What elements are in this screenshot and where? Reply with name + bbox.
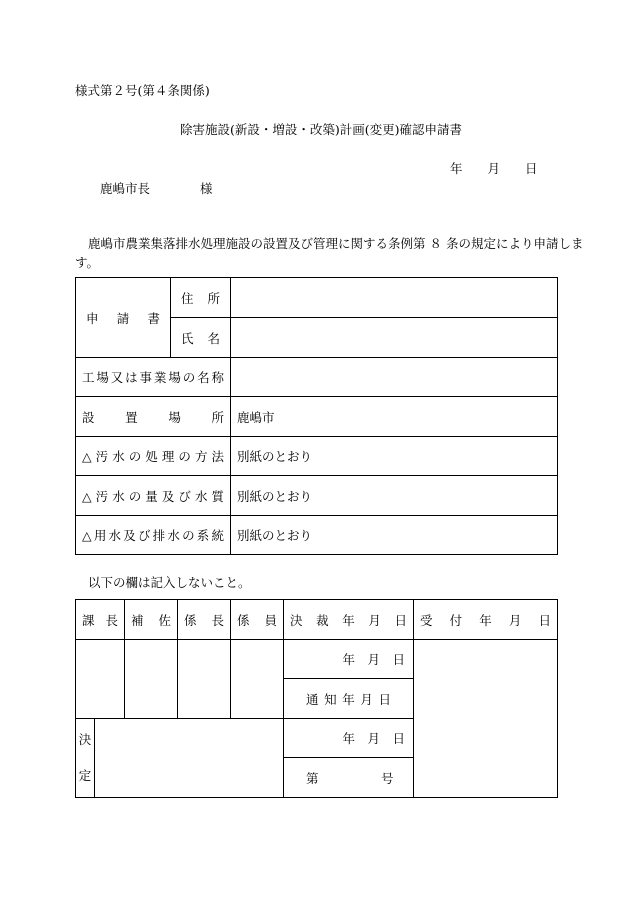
number-label[interactable]: 第 号 [284, 758, 414, 798]
treatment-method-label: △汚水の処理の方法 [76, 437, 231, 476]
decision-date-value[interactable]: 年 月 日 [284, 719, 414, 758]
header-assistant: 補佐 [125, 600, 178, 640]
body-text-line1: 鹿嶋市農業集落排水処理施設の設置及び管理に関する条例第 ８ 条の規定により申請しま [88, 236, 584, 251]
applicant-label: 申請書 [76, 278, 171, 358]
addressee: 鹿嶋市長 様 [100, 181, 213, 196]
receipt-stamp-area[interactable] [414, 640, 558, 798]
document-title: 除害施設(新設・増設・改築)計画(変更)確認申請書 [180, 122, 463, 137]
volume-quality-value[interactable]: 別紙のとおり [231, 476, 558, 516]
address-label: 住所 [171, 278, 231, 318]
note-text: 以下の欄は記入しないこと。 [88, 575, 251, 590]
location-label: 設置場所 [76, 397, 231, 437]
body-text-line2: す。 [75, 255, 100, 270]
facility-name-value[interactable] [231, 358, 558, 397]
address-value[interactable] [231, 278, 558, 318]
header-approval-date: 決裁年月日 [284, 600, 414, 640]
header-section-chief: 課長 [76, 600, 125, 640]
name-value[interactable] [231, 318, 558, 358]
water-system-label: △用水及び排水の系統 [76, 516, 231, 555]
decision-label [76, 719, 95, 798]
office-use-table [75, 599, 558, 798]
notice-date-label: 通知年月日 [284, 679, 414, 719]
header-subsection-chief: 係長 [178, 600, 231, 640]
approval-date-value[interactable]: 年 月 日 [284, 640, 414, 679]
stamp-section-chief[interactable] [76, 640, 125, 719]
application-table [75, 277, 558, 555]
treatment-method-value[interactable]: 別紙のとおり [231, 437, 558, 476]
decision-label-char1: 決 [78, 732, 92, 747]
decision-label-char2: 定 [78, 768, 92, 783]
facility-name-label: 工場又は事業場の名称 [76, 358, 231, 397]
header-receipt-date: 受付年月日 [414, 600, 558, 640]
water-system-value[interactable]: 別紙のとおり [231, 516, 558, 555]
stamp-assistant[interactable] [125, 640, 178, 719]
stamp-subsection-chief[interactable] [178, 640, 231, 719]
date-line: 年 月 日 [450, 161, 538, 176]
location-value[interactable]: 鹿嶋市 [231, 397, 558, 437]
header-staff: 係員 [231, 600, 284, 640]
stamp-staff[interactable] [231, 640, 284, 719]
name-label: 氏名 [171, 318, 231, 358]
decision-area[interactable] [95, 719, 284, 798]
form-number: 様式第２号(第４条関係) [75, 83, 210, 98]
volume-quality-label: △汚水の量及び水質 [76, 476, 231, 516]
